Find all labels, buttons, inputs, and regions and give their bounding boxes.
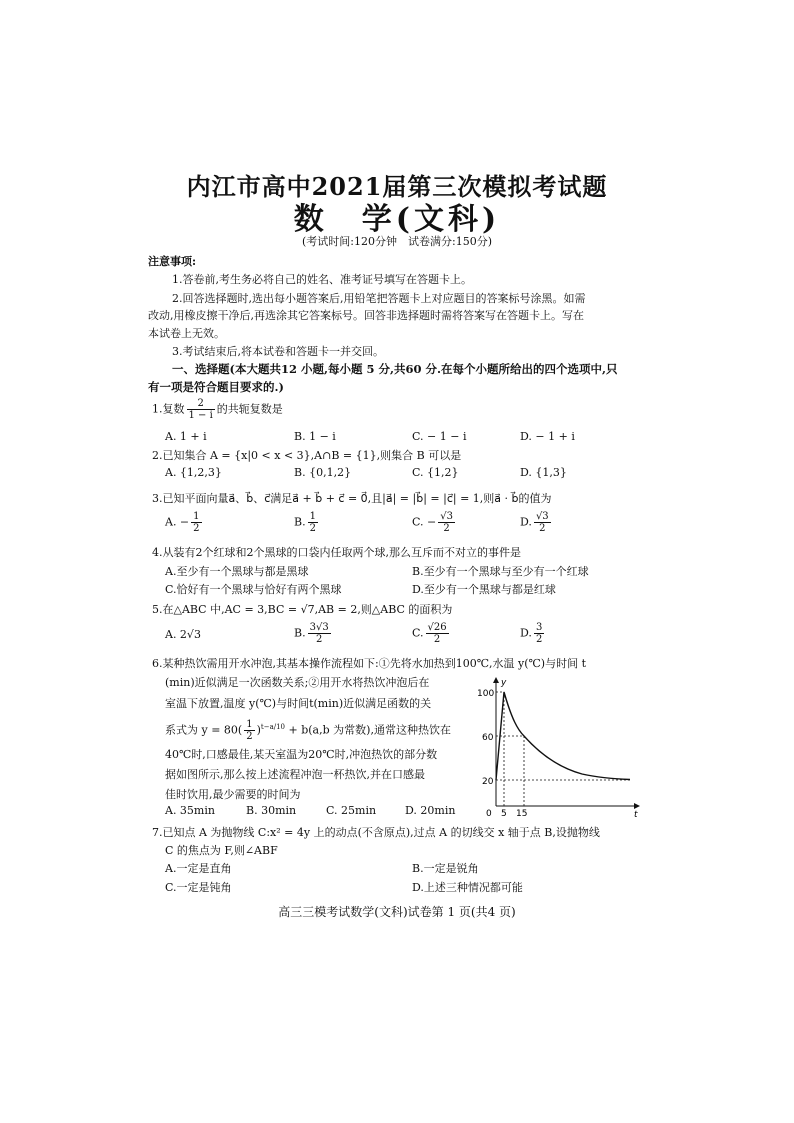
question-4-stem: 4.从装有2个红球和2个黑球的口袋内任取两个球,那么互斥而不对立的事件是 bbox=[152, 546, 521, 559]
q3-a-pre: A. − bbox=[165, 515, 190, 529]
q6-line-3: 室温下放置,温度 y(℃)与时间t(min)近似满足函数的关 bbox=[165, 697, 432, 710]
q5-d-den: 2 bbox=[535, 634, 543, 645]
y-tick-100: 100 bbox=[477, 689, 495, 699]
x-tick-0: 0 bbox=[486, 809, 492, 819]
q4-option-a[interactable]: A.至少有一个黑球与都是黑球 bbox=[165, 565, 309, 578]
q6-line-5: 40℃时,口感最佳,某天室温为20℃时,冲泡热饮的部分数 bbox=[165, 748, 438, 761]
q1-option-d[interactable]: D. − 1 + i bbox=[520, 430, 575, 443]
notice-item-2-line-3: 本试卷上无效。 bbox=[148, 327, 225, 340]
q6-line-6: 据如图所示,那么按上述流程冲泡一杯热饮,并在口感最 bbox=[165, 768, 425, 781]
notice-item-3: 3.考试结束后,将本试卷和答题卡一并交回。 bbox=[172, 345, 384, 358]
section-line-1: 一、选择题(本大题共12 小题,每小题 5 分,共60 分.在每个小题所给出的四个选项中,只 bbox=[172, 362, 618, 376]
exam-title: 内江市高中2021届第三次模拟考试题 bbox=[186, 172, 608, 201]
q5-option-c[interactable] bbox=[412, 622, 451, 645]
q3-d-fraction bbox=[534, 511, 551, 534]
q3-c-num: √3 bbox=[440, 511, 453, 522]
q3-option-c[interactable] bbox=[412, 511, 457, 534]
q6-option-b[interactable]: B. 30min bbox=[246, 804, 297, 817]
x-axis-arrow bbox=[634, 803, 640, 809]
q2-option-d[interactable]: D. {1,3} bbox=[520, 466, 567, 479]
x-axis-label: t bbox=[634, 810, 638, 820]
q6-formula-exponent: t−a/10 bbox=[260, 723, 286, 731]
q5-option-b[interactable] bbox=[294, 622, 333, 645]
q3-d-num: √3 bbox=[535, 511, 549, 522]
q5-c-num: √26 bbox=[427, 622, 447, 633]
q7-option-d[interactable]: D.上述三种情况都可能 bbox=[412, 881, 523, 894]
q6-formula-den: 2 bbox=[246, 731, 253, 743]
q1-fraction bbox=[187, 398, 215, 421]
q6-line-1: 6.某种热饮需用开水冲泡,其基本操作流程如下:①先将水加热到100℃,水温 y(℃)与时间 t bbox=[152, 657, 587, 670]
q6-line-7: 佳时饮用,最少需要的时间为 bbox=[165, 788, 301, 801]
q6-formula-num: 1 bbox=[246, 719, 253, 731]
y-tick-20: 20 bbox=[482, 777, 494, 787]
notice-item-1: 1.答卷前,考生务必将自己的姓名、准考证号填写在答题卡上。 bbox=[172, 273, 472, 286]
q3-a-num: 1 bbox=[193, 511, 200, 522]
q3-d-pre: D. bbox=[520, 515, 532, 529]
q1-pre: 1.复数 bbox=[152, 402, 185, 416]
y-tick-60: 60 bbox=[482, 733, 494, 743]
section-line-2: 有一项是符合题目要求的.) bbox=[148, 380, 284, 394]
notice-item-2-line-2: 改动,用橡皮擦干净后,再选涂其它答案标号。回答非选择题时需将答案写在答题卡上。写在 bbox=[148, 309, 584, 322]
q6-formula-pre: 系式为 y = 80 bbox=[165, 723, 238, 737]
q6-option-d[interactable]: D. 20min bbox=[405, 804, 456, 817]
q3-d-den: 2 bbox=[539, 523, 546, 534]
q2-option-b[interactable]: B. {0,1,2} bbox=[294, 466, 352, 479]
subject-title: 数 学(文科) bbox=[293, 202, 501, 237]
q5-b-den: 2 bbox=[315, 634, 323, 645]
q3-c-fraction bbox=[438, 511, 455, 534]
q6-line-2: (min)近似满足一次函数关系;②用开水将热饮冲泡后在 bbox=[165, 676, 430, 689]
q1-option-c[interactable]: C. − 1 − i bbox=[412, 430, 467, 443]
question-3-stem: 3.已知平面向量a⃗、b⃗、c⃗满足a⃗ + b⃗ + c⃗ = 0⃗,且|a⃗| = |b⃗| = |c⃗| = 1,则a⃗ · b⃗的值为 bbox=[152, 492, 552, 505]
question-5-stem: 5.在△ABC 中,AC = 3,BC = √7,AB = 2,则△ABC 的面积为 bbox=[152, 603, 453, 616]
q7-option-b[interactable]: B.一定是锐角 bbox=[412, 862, 479, 875]
q1-option-a[interactable]: A. 1 + i bbox=[165, 430, 207, 443]
q1-option-b[interactable]: B. 1 − i bbox=[294, 430, 336, 443]
q6-formula-post: + b(a,b 为常数),通常这种热饮在 bbox=[288, 723, 451, 737]
question-2-stem: 2.已知集合 A = {x|0 < x < 3},A∩B = {1},则集合 B 可以是 bbox=[152, 449, 462, 462]
q3-b-fraction bbox=[308, 511, 318, 534]
q7-option-c[interactable]: C.一定是钝角 bbox=[165, 881, 232, 894]
q2-option-c[interactable]: C. {1,2} bbox=[412, 466, 459, 479]
x-tick-15: 15 bbox=[516, 809, 528, 819]
q2-option-a[interactable]: A. {1,2,3} bbox=[165, 466, 222, 479]
q6-formula-fraction bbox=[244, 719, 254, 742]
q5-b-num: 3√3 bbox=[309, 622, 329, 633]
page-footer: 高三三模考试数学(文科)试卷第 1 页(共4 页) bbox=[278, 905, 516, 919]
q3-b-num: 1 bbox=[309, 511, 316, 522]
q7-line-1: 7.已知点 A 为抛物线 C:x² = 4y 上的动点(不含原点),过点 A 的切线交 x 轴于点 B,设抛物线 bbox=[152, 826, 600, 839]
q5-c-pre: C. bbox=[412, 626, 424, 640]
q1-post: 的共轭复数是 bbox=[216, 402, 283, 416]
q5-b-pre: B. bbox=[294, 626, 306, 640]
q5-d-fraction bbox=[534, 622, 544, 645]
notice-item-2-line-1: 2.回答选择题时,选出每小题答案后,用铅笔把答题卡上对应题目的答案标号涂黑。如需 bbox=[172, 292, 586, 305]
exam-info: (考试时间:120分钟 试卷满分:150分) bbox=[302, 235, 492, 248]
y-axis-label: y bbox=[501, 678, 507, 688]
q6-option-c[interactable]: C. 25min bbox=[326, 804, 377, 817]
question-1-stem bbox=[152, 398, 283, 421]
q7-option-a[interactable]: A.一定是直角 bbox=[165, 862, 232, 875]
q1-frac-den: 1 − i bbox=[188, 410, 213, 421]
q3-option-d[interactable] bbox=[520, 511, 553, 534]
q3-option-a[interactable] bbox=[165, 511, 204, 534]
q6-option-a[interactable]: A. 35min bbox=[165, 804, 215, 817]
q1-frac-num: 2 bbox=[187, 398, 215, 410]
q3-option-b[interactable] bbox=[294, 511, 320, 534]
q4-option-d[interactable]: D.至少有一个黑球与都是红球 bbox=[412, 583, 556, 596]
q5-c-den: 2 bbox=[433, 634, 441, 645]
q5-d-pre: D. bbox=[520, 626, 532, 640]
x-tick-5: 5 bbox=[501, 809, 507, 819]
y-axis-arrow bbox=[493, 677, 499, 683]
q5-c-fraction bbox=[426, 622, 449, 645]
q3-a-den: 2 bbox=[193, 523, 200, 534]
q5-option-a[interactable]: A. 2√3 bbox=[165, 628, 201, 641]
q3-c-den: 2 bbox=[443, 523, 450, 534]
q5-b-fraction bbox=[308, 622, 331, 645]
q3-a-fraction bbox=[191, 511, 201, 534]
q3-c-pre: C. − bbox=[412, 515, 437, 529]
q3-b-pre: B. bbox=[294, 515, 306, 529]
q4-option-b[interactable]: B.至少有一个黑球与至少有一个红球 bbox=[412, 565, 589, 578]
q6-line-4: 系式为 y = 80( $\frac{1}{2}$ )$^{t-a/10}$ + b(a,b 为常数),通常这种热饮在 bbox=[165, 719, 451, 743]
q5-d-num: 3 bbox=[535, 622, 543, 633]
q4-option-c[interactable]: C.恰好有一个黑球与恰好有两个黑球 bbox=[165, 583, 342, 596]
notice-heading: 注意事项: bbox=[148, 255, 197, 268]
q3-b-den: 2 bbox=[309, 523, 316, 534]
q5-option-d[interactable] bbox=[520, 622, 546, 645]
q7-line-2: C 的焦点为 F,则∠ABF bbox=[165, 844, 278, 857]
temperature-graph bbox=[474, 672, 644, 820]
